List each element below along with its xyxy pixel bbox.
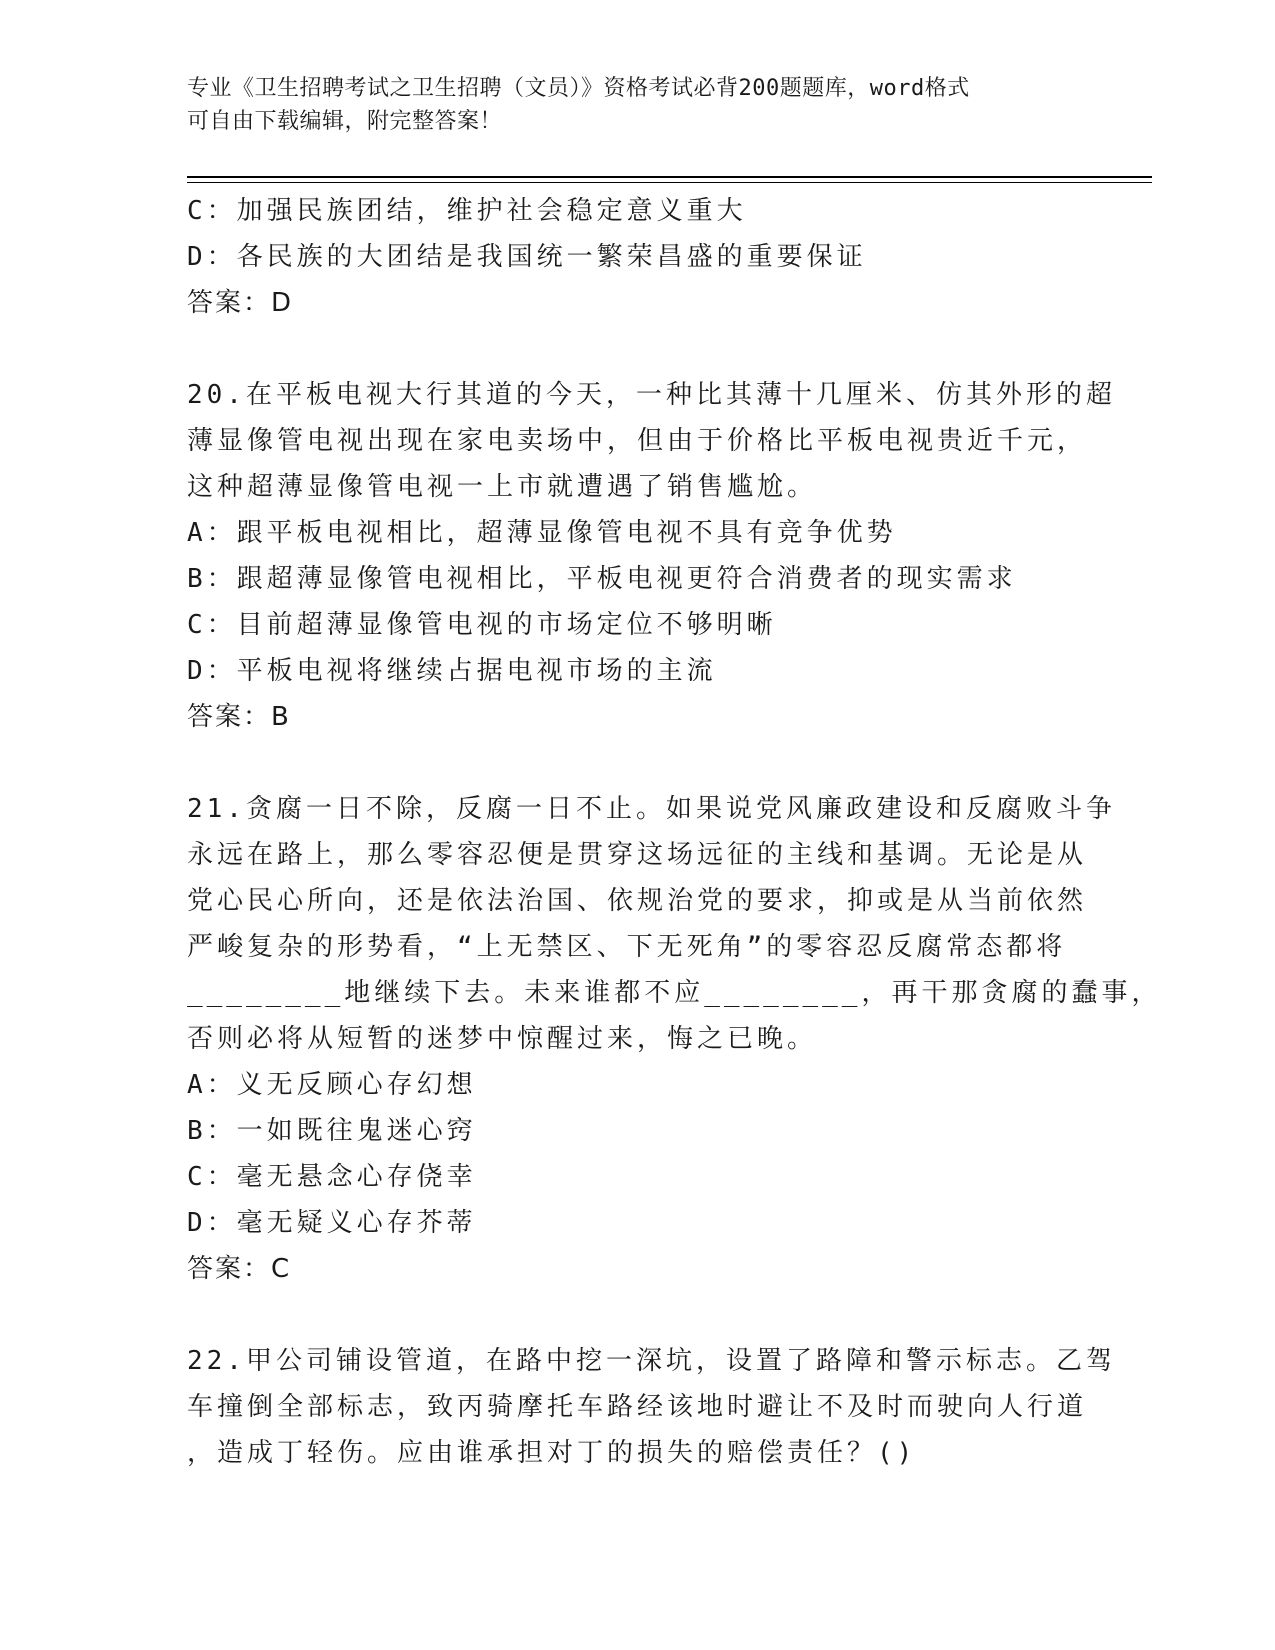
option-b: B：跟超薄显像管电视相比，平板电视更符合消费者的现实需求 [187, 564, 1017, 594]
option-b: B：一如既往鬼迷心窍 [187, 1116, 477, 1146]
question-text: 党心民心所向，还是依法治国、依规治党的要求，抑或是从当前依然 [187, 886, 1088, 916]
question-text: 薄显像管电视出现在家电卖场中，但由于价格比平板电视贵近千元， [187, 426, 1088, 456]
question-text: 20.在平板电视大行其道的今天，一种比其薄十几厘米、仿其外形的超 [187, 380, 1116, 410]
option-d: D：各民族的大团结是我国统一繁荣昌盛的重要保证 [187, 242, 867, 272]
answer: 答案：C [187, 1254, 292, 1284]
header-rule-thick [187, 176, 1152, 178]
question-19 [187, 188, 1067, 326]
header-line-1: 专业《卫生招聘考试之卫生招聘（文员）》资格考试必背200题题库，word格式 [187, 76, 970, 101]
header-line-2: 可自由下载编辑，附完整答案！ [187, 109, 503, 134]
spacer [187, 740, 1067, 786]
option-d: D：平板电视将继续占据电视市场的主流 [187, 656, 717, 686]
question-text: 严峻复杂的形势看，“上无禁区、下无死角”的零容忍反腐常态都将 [187, 932, 1067, 962]
question-text: 这种超薄显像管电视一上市就遭遇了销售尴尬。 [187, 472, 818, 502]
option-a: A：跟平板电视相比，超薄显像管电视不具有竞争优势 [187, 518, 897, 548]
question-text: ________地继续下去。未来谁都不应________，再干那贪腐的蠢事， [187, 978, 1162, 1008]
spacer [187, 326, 1067, 372]
question-text: 车撞倒全部标志，致丙骑摩托车路经该地时避让不及时而驶向人行道 [187, 1392, 1088, 1422]
question-content [187, 188, 1162, 1476]
question-text: 否则必将从短暂的迷梦中惊醒过来，悔之已晚。 [187, 1024, 818, 1054]
question-text: 22.甲公司铺设管道，在路中挖一深坑，设置了路障和警示标志。乙驾 [187, 1346, 1116, 1376]
option-c: C：加强民族团结，维护社会稳定意义重大 [187, 196, 747, 226]
question-22 [187, 1338, 1116, 1476]
answer: 答案：D [187, 288, 294, 318]
option-d: D：毫无疑义心存芥蒂 [187, 1208, 477, 1238]
option-c: C：毫无悬念心存侥幸 [187, 1162, 477, 1192]
question-text: 永远在路上，那么零容忍便是贯穿这场远征的主线和基调。无论是从 [187, 840, 1088, 870]
option-a: A：义无反顾心存幻想 [187, 1070, 477, 1100]
question-text: ，造成丁轻伤。应由谁承担对丁的损失的赔偿责任？() [187, 1438, 917, 1468]
option-c: C：目前超薄显像管电视的市场定位不够明晰 [187, 610, 777, 640]
spacer [187, 1292, 1067, 1338]
question-21 [187, 786, 1162, 1292]
question-text: 21.贪腐一日不除，反腐一日不止。如果说党风廉政建设和反腐败斗争 [187, 794, 1116, 824]
answer: 答案：B [187, 702, 291, 732]
question-20 [187, 372, 1116, 740]
header-rule-thin [187, 182, 1152, 183]
document-header [187, 72, 1087, 138]
